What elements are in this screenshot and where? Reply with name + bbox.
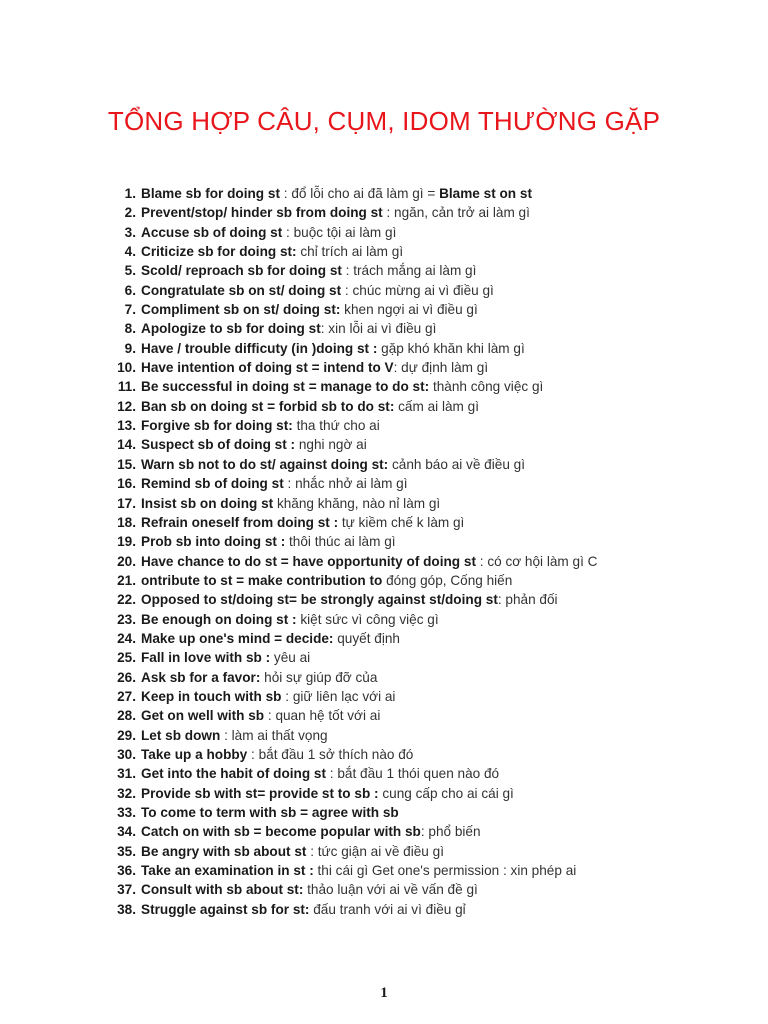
list-item-number: 37. [117, 882, 136, 898]
list-item-number: 11. [117, 379, 136, 395]
phrase-text: Be enough on doing st : [141, 611, 297, 627]
list-item [112, 397, 752, 416]
list-item [112, 745, 752, 764]
meaning-text: tha thứ cho ai [292, 418, 380, 434]
meaning-text: : phổ biến [420, 824, 481, 840]
list-item [112, 861, 752, 880]
list-item-content [141, 687, 395, 706]
list-item-content [141, 822, 481, 841]
list-item-content [141, 339, 525, 358]
list-item-content [141, 629, 400, 648]
list-item [112, 494, 752, 513]
meaning-text: khăng khăng, nào nỉ làm gì [273, 495, 441, 511]
phrase-text: Ban sb on doing st = forbid sb to do st: [141, 398, 395, 414]
phrase-text: Insist sb on doing st [141, 495, 274, 511]
list-item-content [141, 532, 396, 551]
list-item-content [141, 203, 530, 222]
list-item-number: 20. [117, 553, 136, 569]
list-item-number: 12. [117, 398, 136, 414]
list-item-number: 4. [124, 244, 136, 260]
phrase-text: Warn sb not to do st/ against doing st: [141, 456, 389, 472]
meaning-text: yêu ai [270, 650, 311, 666]
phrase-text: Consult with sb about st: [141, 882, 304, 898]
list-item-number: 7. [124, 302, 136, 318]
meaning-text: : có cơ hội làm gì C [475, 553, 598, 569]
meaning-text: cung cấp cho ai cái gì [378, 785, 514, 801]
phrase-text: Scold/ reproach sb for doing st [141, 263, 342, 279]
list-item-number: 38. [117, 901, 136, 917]
meaning-text: : chúc mừng ai vì điều gì [341, 282, 494, 298]
list-item-number: 15. [117, 456, 136, 472]
list-item-number: 34. [117, 824, 136, 840]
list-item-number: 10. [117, 360, 136, 376]
phrase-text: Have intention of doing st = intend to V [141, 360, 394, 376]
list-item [112, 455, 752, 474]
phrase-text: To come to term with sb = agree with sb [141, 805, 399, 820]
meaning-text: cấm ai làm gì [394, 398, 479, 414]
page-title: TỔNG HỢP CÂU, CỤM, IDOM THƯỜNG GẶP [107, 106, 661, 136]
meaning-text: : làm ai thất vọng [220, 727, 328, 743]
phrase-text: Have chance to do st = have opportunity of doing st [141, 553, 476, 569]
list-item [112, 242, 752, 261]
list-item-content [141, 358, 488, 377]
list-item-number: 17. [117, 495, 136, 511]
list-item [112, 435, 752, 454]
phrase-text: Prevent/stop/ hinder sb from doing st [141, 205, 383, 221]
phrase-text: Struggle against sb for st: [141, 901, 310, 917]
phrase-text: Take an examination in st : [141, 863, 314, 879]
list-item-content [141, 281, 494, 300]
list-item-number: 13. [117, 418, 136, 434]
list-item [112, 706, 752, 725]
meaning-text: đấu tranh với ai vì điều gỉ [309, 901, 466, 917]
list-item-content [141, 571, 512, 590]
list-item [112, 377, 752, 396]
list-item-content [141, 223, 396, 242]
list-item [112, 900, 752, 919]
list-item-number: 22. [117, 592, 136, 608]
list-item-number: 25. [117, 650, 136, 666]
meaning-text: : tức giận ai về điều gì [306, 843, 444, 859]
list-item-content [141, 435, 367, 454]
meaning-text: : phản đối [497, 592, 558, 608]
list-item-number: 36. [117, 863, 136, 879]
list-item-content [141, 861, 576, 880]
phrase-text: Congratulate sb on st/ doing st [141, 282, 342, 298]
meaning-text: đóng góp, Cống hiến [382, 572, 513, 588]
list-item-number: 5. [124, 263, 136, 279]
list-item-number: 6. [124, 282, 136, 298]
list-item-content [141, 764, 499, 783]
list-item-content [141, 590, 558, 609]
phrase-text: Opposed to st/doing st= be strongly against st/doing st [141, 592, 498, 608]
meaning-text: quyết định [333, 630, 400, 646]
list-item-content [141, 474, 408, 493]
list-item-content [141, 803, 399, 822]
meaning-text: : buộc tội ai làm gì [282, 224, 397, 240]
meaning-text: gặp khó khăn khi làm gì [377, 340, 525, 356]
list-item [112, 358, 752, 377]
list-item-content [141, 377, 543, 396]
list-item [112, 726, 752, 745]
list-item-content [141, 552, 597, 571]
list-item-content [141, 319, 436, 338]
phrase-text: Prob sb into doing st : [141, 534, 286, 550]
phrase-text: Keep in touch with sb [141, 688, 282, 704]
meaning-text: : giữ liên lạc với ai [281, 688, 396, 704]
list-item-content [141, 184, 532, 203]
list-item-number: 8. [124, 321, 136, 337]
list-item [112, 571, 752, 590]
list-item-content [141, 784, 514, 803]
meaning-text: thảo luận với ai về vấn đề gì [303, 882, 478, 898]
list-item-number: 2. [124, 205, 136, 221]
list-item-content [141, 745, 413, 764]
list-item-number: 9. [124, 340, 136, 356]
meaning-text: : bắt đầu 1 sở thích nào đó [247, 746, 414, 762]
list-item-number: 33. [117, 805, 136, 820]
list-item-number: 18. [117, 514, 136, 530]
list-item [112, 281, 752, 300]
list-item-content [141, 397, 479, 416]
list-item [112, 764, 752, 783]
phrase-text: Catch on with sb = become popular with sb [141, 824, 421, 840]
list-item-content [141, 610, 439, 629]
list-item-content [141, 242, 403, 261]
list-item-content [141, 668, 377, 687]
meaning-text: : nhắc nhở ai làm gì [283, 476, 408, 492]
meaning-text: tự kiềm chế k làm gì [338, 514, 465, 530]
list-item-content [141, 513, 464, 532]
list-item-number: 28. [117, 708, 136, 724]
phrase-text: Provide sb with st= provide st to sb : [141, 785, 379, 801]
list-item [112, 261, 752, 280]
list-item [112, 880, 752, 899]
meaning-text: : trách mắng ai làm gì [341, 263, 477, 279]
list-item-number: 30. [117, 746, 136, 762]
phrase-text: Make up one's mind = decide: [141, 630, 334, 646]
meaning-text: thành công việc gì [429, 379, 544, 395]
phrase-text: Remind sb of doing st [141, 476, 284, 492]
list-item [112, 610, 752, 629]
phrase-text: Compliment sb on st/ doing st: [141, 302, 341, 318]
meaning-text: : quan hệ tốt với ai [264, 708, 381, 724]
phrase-list [112, 184, 752, 919]
list-item-number: 29. [117, 727, 136, 743]
meaning-text: : ngăn, cản trở ai làm gì [382, 205, 530, 221]
phrase-text: Take up a hobby [141, 746, 248, 762]
meaning-text: : dự định làm gì [393, 360, 489, 376]
phrase-text: ontribute to st = make contribution to [141, 572, 383, 588]
list-item-number: 19. [117, 534, 136, 550]
list-item [112, 223, 752, 242]
list-item-number: 26. [117, 669, 136, 685]
list-item-content [141, 300, 478, 319]
phrase-text: Be angry with sb about st [141, 843, 307, 859]
phrase-text: Get into the habit of doing st [141, 766, 327, 782]
meaning-text: hỏi sự giúp đỡ của [260, 669, 378, 685]
list-item [112, 822, 752, 841]
list-item [112, 416, 752, 435]
list-item [112, 339, 752, 358]
equivalent-phrase-text: Blame st on st [439, 186, 532, 201]
page-number: 1 [380, 985, 388, 1001]
phrase-text: Get on well with sb [141, 708, 265, 724]
list-item-content [141, 648, 310, 667]
list-item-number: 14. [117, 437, 136, 453]
list-item [112, 803, 752, 822]
phrase-text: Criticize sb for doing st: [141, 244, 297, 260]
list-item-number: 31. [117, 766, 136, 782]
list-item-content [141, 842, 444, 861]
phrase-text: Ask sb for a favor: [141, 669, 261, 685]
list-item [112, 184, 752, 203]
meaning-text: cảnh báo ai về điều gì [388, 456, 525, 472]
list-item-number: 32. [117, 785, 136, 801]
list-item [112, 590, 752, 609]
list-item [112, 629, 752, 648]
list-item [112, 668, 752, 687]
meaning-text: kiệt sức vì công việc gì [296, 611, 439, 627]
meaning-text: thi cái gì Get one's permission : xin phép ai [313, 863, 577, 879]
phrase-text: Suspect sb of doing st : [141, 437, 296, 453]
phrase-text: Be successful in doing st = manage to do st: [141, 379, 430, 395]
list-item [112, 784, 752, 803]
list-item [112, 648, 752, 667]
phrase-text: Have / trouble difficuty (in )doing st : [141, 340, 378, 356]
meaning-text: chỉ trích ai làm gì [296, 244, 404, 260]
phrase-text: Accuse sb of doing st [141, 224, 283, 240]
list-item [112, 532, 752, 551]
list-item-content [141, 726, 328, 745]
meaning-text: khen ngợi ai vì điều gì [340, 302, 478, 318]
list-item [112, 552, 752, 571]
list-item [112, 474, 752, 493]
meaning-text: : xin lỗi ai vì điều gì [320, 321, 437, 337]
list-item-content [141, 455, 525, 474]
list-item [112, 300, 752, 319]
list-item [112, 319, 752, 338]
phrase-text: Fall in love with sb : [141, 650, 271, 666]
list-item-content [141, 900, 466, 919]
phrase-text: Forgive sb for doing st: [141, 418, 293, 434]
list-item-number: 23. [117, 611, 136, 627]
meaning-text: nghi ngờ ai [295, 437, 367, 453]
meaning-text: : đổ lỗi cho ai đã làm gì = [279, 186, 440, 201]
meaning-text: thôi thúc ai làm gì [285, 534, 396, 550]
list-item-number: 35. [117, 843, 136, 859]
list-item-content [141, 261, 476, 280]
list-item-number: 16. [117, 476, 136, 492]
list-item-content [141, 706, 380, 725]
list-item [112, 513, 752, 532]
list-item-number: 21. [117, 572, 136, 588]
list-item [112, 842, 752, 861]
phrase-text: Let sb down [141, 727, 221, 743]
list-item-number: 3. [124, 224, 136, 240]
list-item [112, 687, 752, 706]
list-item-content [141, 880, 478, 899]
list-item-number: 24. [117, 630, 136, 646]
list-item-number: 1. [124, 186, 136, 201]
phrase-text: Blame sb for doing st [141, 186, 280, 201]
phrase-text: Apologize to sb for doing st [141, 321, 321, 337]
list-item-number: 27. [117, 688, 136, 704]
meaning-text: : bắt đầu 1 thói quen nào đó [326, 766, 500, 782]
phrase-text: Refrain oneself from doing st : [141, 514, 339, 530]
list-item-content [141, 416, 380, 435]
list-item [112, 203, 752, 222]
list-item-content [141, 494, 440, 513]
